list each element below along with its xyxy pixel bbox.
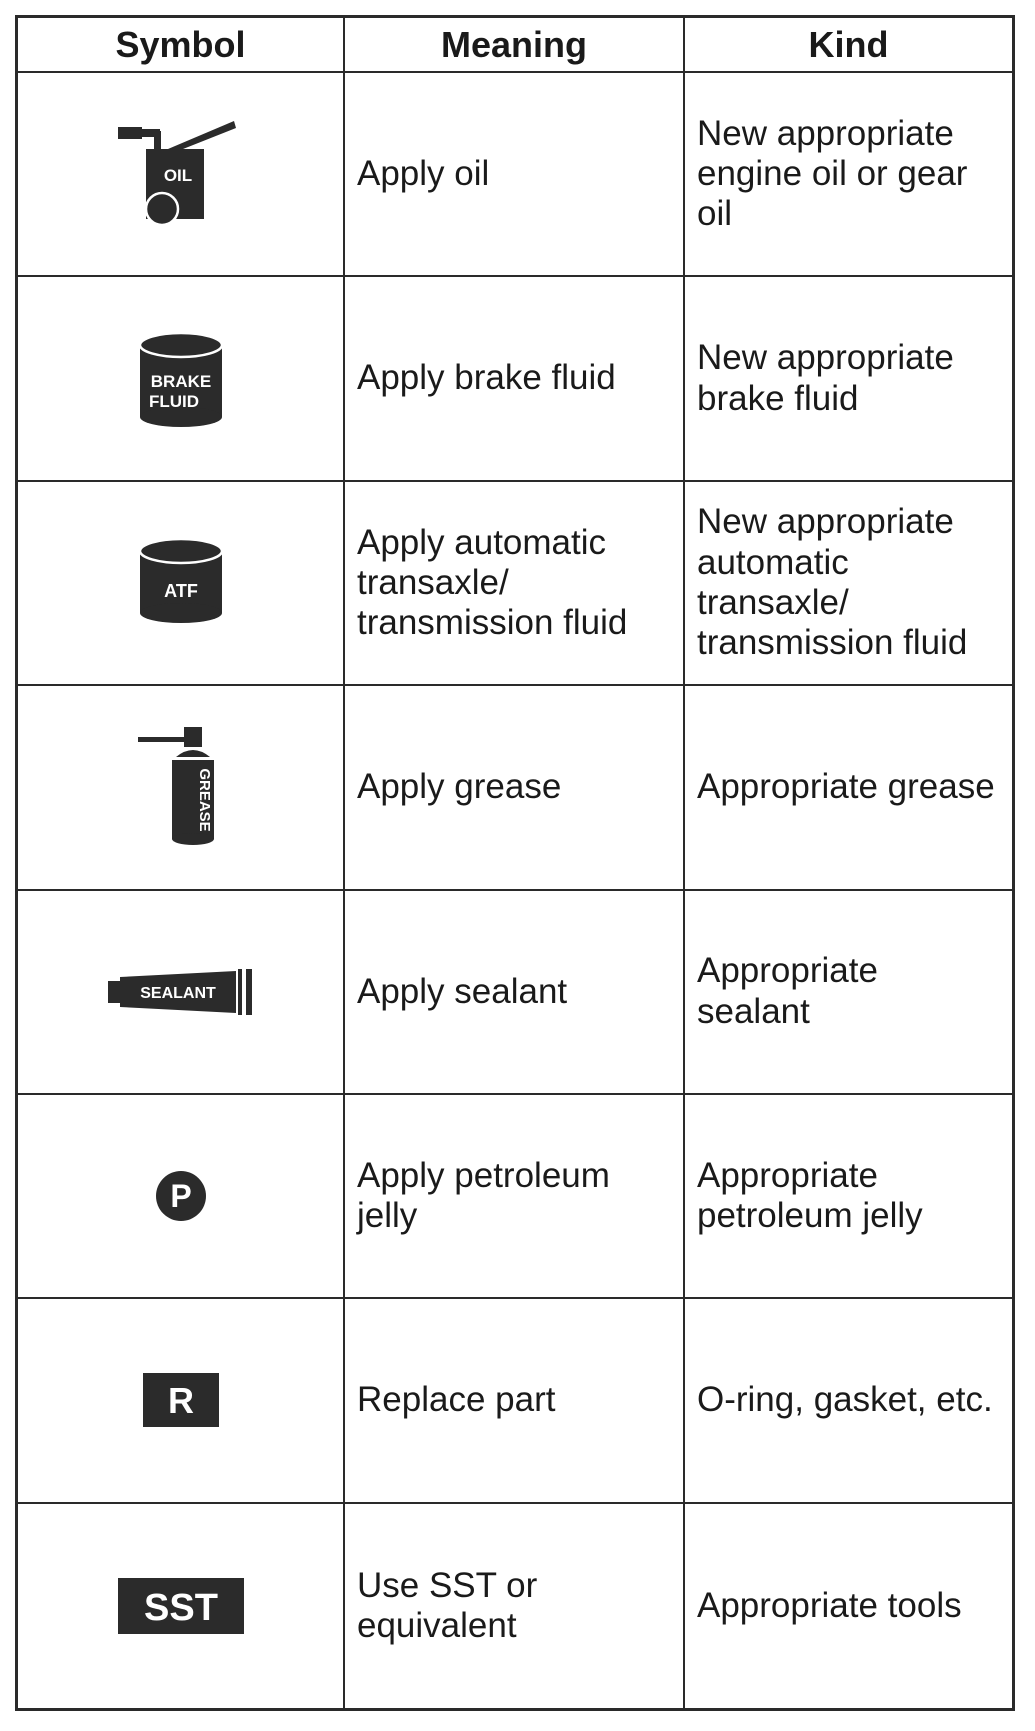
sealant-icon-label: SEALANT [139,984,216,1002]
symbol-cell [18,1504,345,1708]
fluid-icon-label: FLUID [148,391,199,411]
symbol-cell [18,277,345,481]
symbol-cell [18,891,345,1095]
atf-icon-label: ATF [163,581,198,602]
kind-cell: New appropriate engine oil or gear oil [685,73,1012,277]
oil-icon-label: OIL [163,166,192,186]
brake-fluid-can-icon [136,329,226,429]
petroleum-jelly-icon [154,1169,208,1223]
header-meaning: Meaning [345,18,685,73]
p-icon-label: P [169,1178,192,1215]
meaning-cell: Apply sealant [345,891,685,1095]
oil-can-icon [116,119,246,229]
symbols-table [15,15,1015,1711]
grease-spray-icon [136,725,226,850]
r-icon-label: R [167,1380,194,1422]
symbol-cell [18,482,345,686]
symbol-cell [18,73,345,277]
kind-cell: Appropriate petroleum jelly [685,1095,1012,1299]
symbols-grid [18,18,1012,1708]
symbol-cell [18,1299,345,1503]
kind-cell: Appropriate grease [685,686,1012,890]
kind-cell: O-ring, gasket, etc. [685,1299,1012,1503]
kind-cell: New appropriate brake fluid [685,277,1012,481]
brake-icon-label: BRAKE [150,371,211,391]
kind-cell: Appropriate sealant [685,891,1012,1095]
meaning-cell: Apply brake fluid [345,277,685,481]
symbol-cell [18,1095,345,1299]
atf-can-icon [136,535,226,630]
replace-part-icon [143,1373,219,1427]
sst-icon [118,1578,244,1634]
meaning-cell: Apply grease [345,686,685,890]
symbol-cell [18,686,345,890]
kind-cell: New appropriate automatic transaxle/ transmission fluid [685,482,1012,686]
meaning-cell: Apply automatic transaxle/ transmission fluid [345,482,685,686]
meaning-cell: Replace part [345,1299,685,1503]
grease-icon-label: GREASE [195,768,213,832]
sst-icon-label: SST [143,1586,218,1629]
kind-cell: Appropriate tools [697,1585,962,1625]
header-symbol: Symbol [18,18,345,73]
meaning-cell: Apply oil [345,73,685,277]
meaning-cell: Apply petroleum jelly [345,1095,685,1299]
header-kind: Kind [685,18,1012,73]
sealant-tube-icon [106,967,256,1017]
meaning-cell: Use SST or equivalent [345,1504,685,1708]
